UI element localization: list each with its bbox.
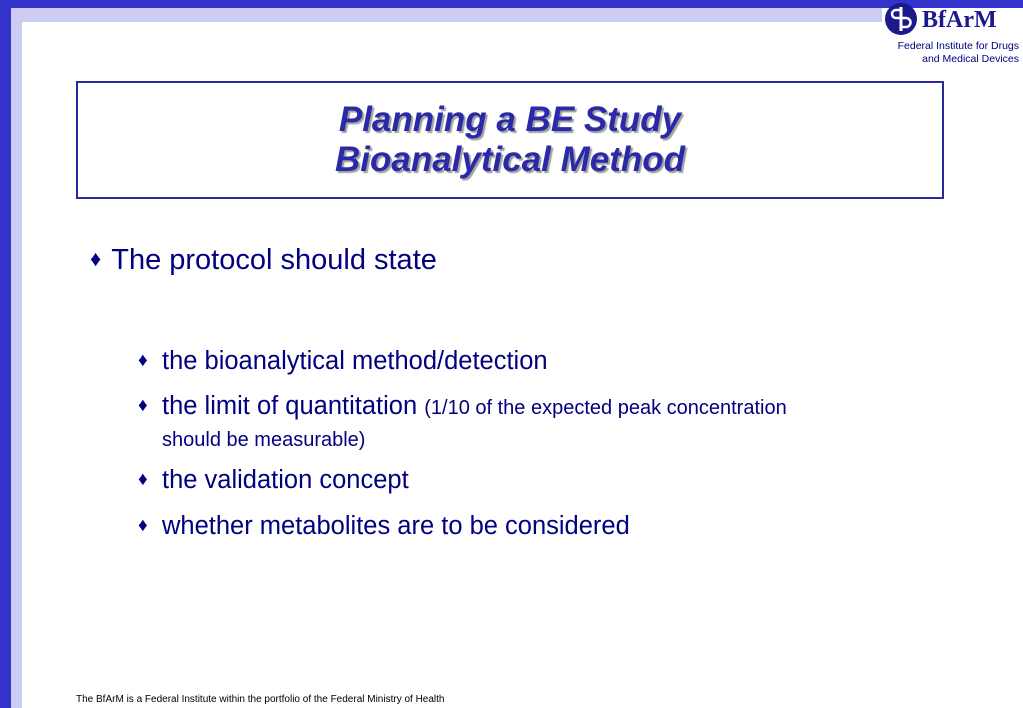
main-bullet-text: The protocol should state <box>111 244 437 276</box>
bfarm-emblem-icon <box>884 2 918 36</box>
sub-bullet-text: the validation concept <box>162 466 409 494</box>
sub-bullet-list <box>138 342 838 553</box>
diamond-bullet-icon: ♦ <box>138 515 148 536</box>
sub-bullet-item <box>138 388 838 455</box>
logo-subtitle-line1: Federal Institute for Drugs <box>897 40 1019 52</box>
diamond-bullet-icon: ♦ <box>138 350 148 371</box>
bfarm-logo <box>882 2 1022 38</box>
slide-title-line2: Bioanalytical Method <box>334 140 686 179</box>
frame-left-bar <box>0 0 11 708</box>
diamond-bullet-icon: ♦ <box>90 246 102 271</box>
logo-subtitle <box>859 40 1019 66</box>
sub-bullet-item <box>138 342 838 380</box>
logo-subtitle-line2: and Medical Devices <box>922 53 1019 65</box>
logo-wordmark: BfArM <box>922 7 997 33</box>
footer-text: The BfArM is a Federal Institute within the portfolio of the Federal Ministry of Health <box>76 694 445 705</box>
sub-bullet-text: the bioanalytical method/detection <box>162 347 548 375</box>
sub-bullet-text: the limit of quantitation <box>162 392 425 420</box>
sub-bullet-item <box>138 507 838 545</box>
main-bullet <box>90 240 437 279</box>
sub-bullet-item <box>138 461 838 499</box>
slide-title-box <box>76 81 944 199</box>
frame-top-inner-bar <box>22 8 882 22</box>
frame-left-inner-bar <box>11 8 22 708</box>
sub-bullet-text: whether metabolites are to be considered <box>162 512 630 540</box>
diamond-bullet-icon: ♦ <box>138 395 148 416</box>
sub-bullet-note: (1/10 of the expected peak concentration should be measurable) <box>162 397 787 451</box>
slide-title-line1: Planning a BE Study <box>338 100 682 139</box>
diamond-bullet-icon: ♦ <box>138 469 148 490</box>
frame-top-bar <box>0 0 1023 8</box>
